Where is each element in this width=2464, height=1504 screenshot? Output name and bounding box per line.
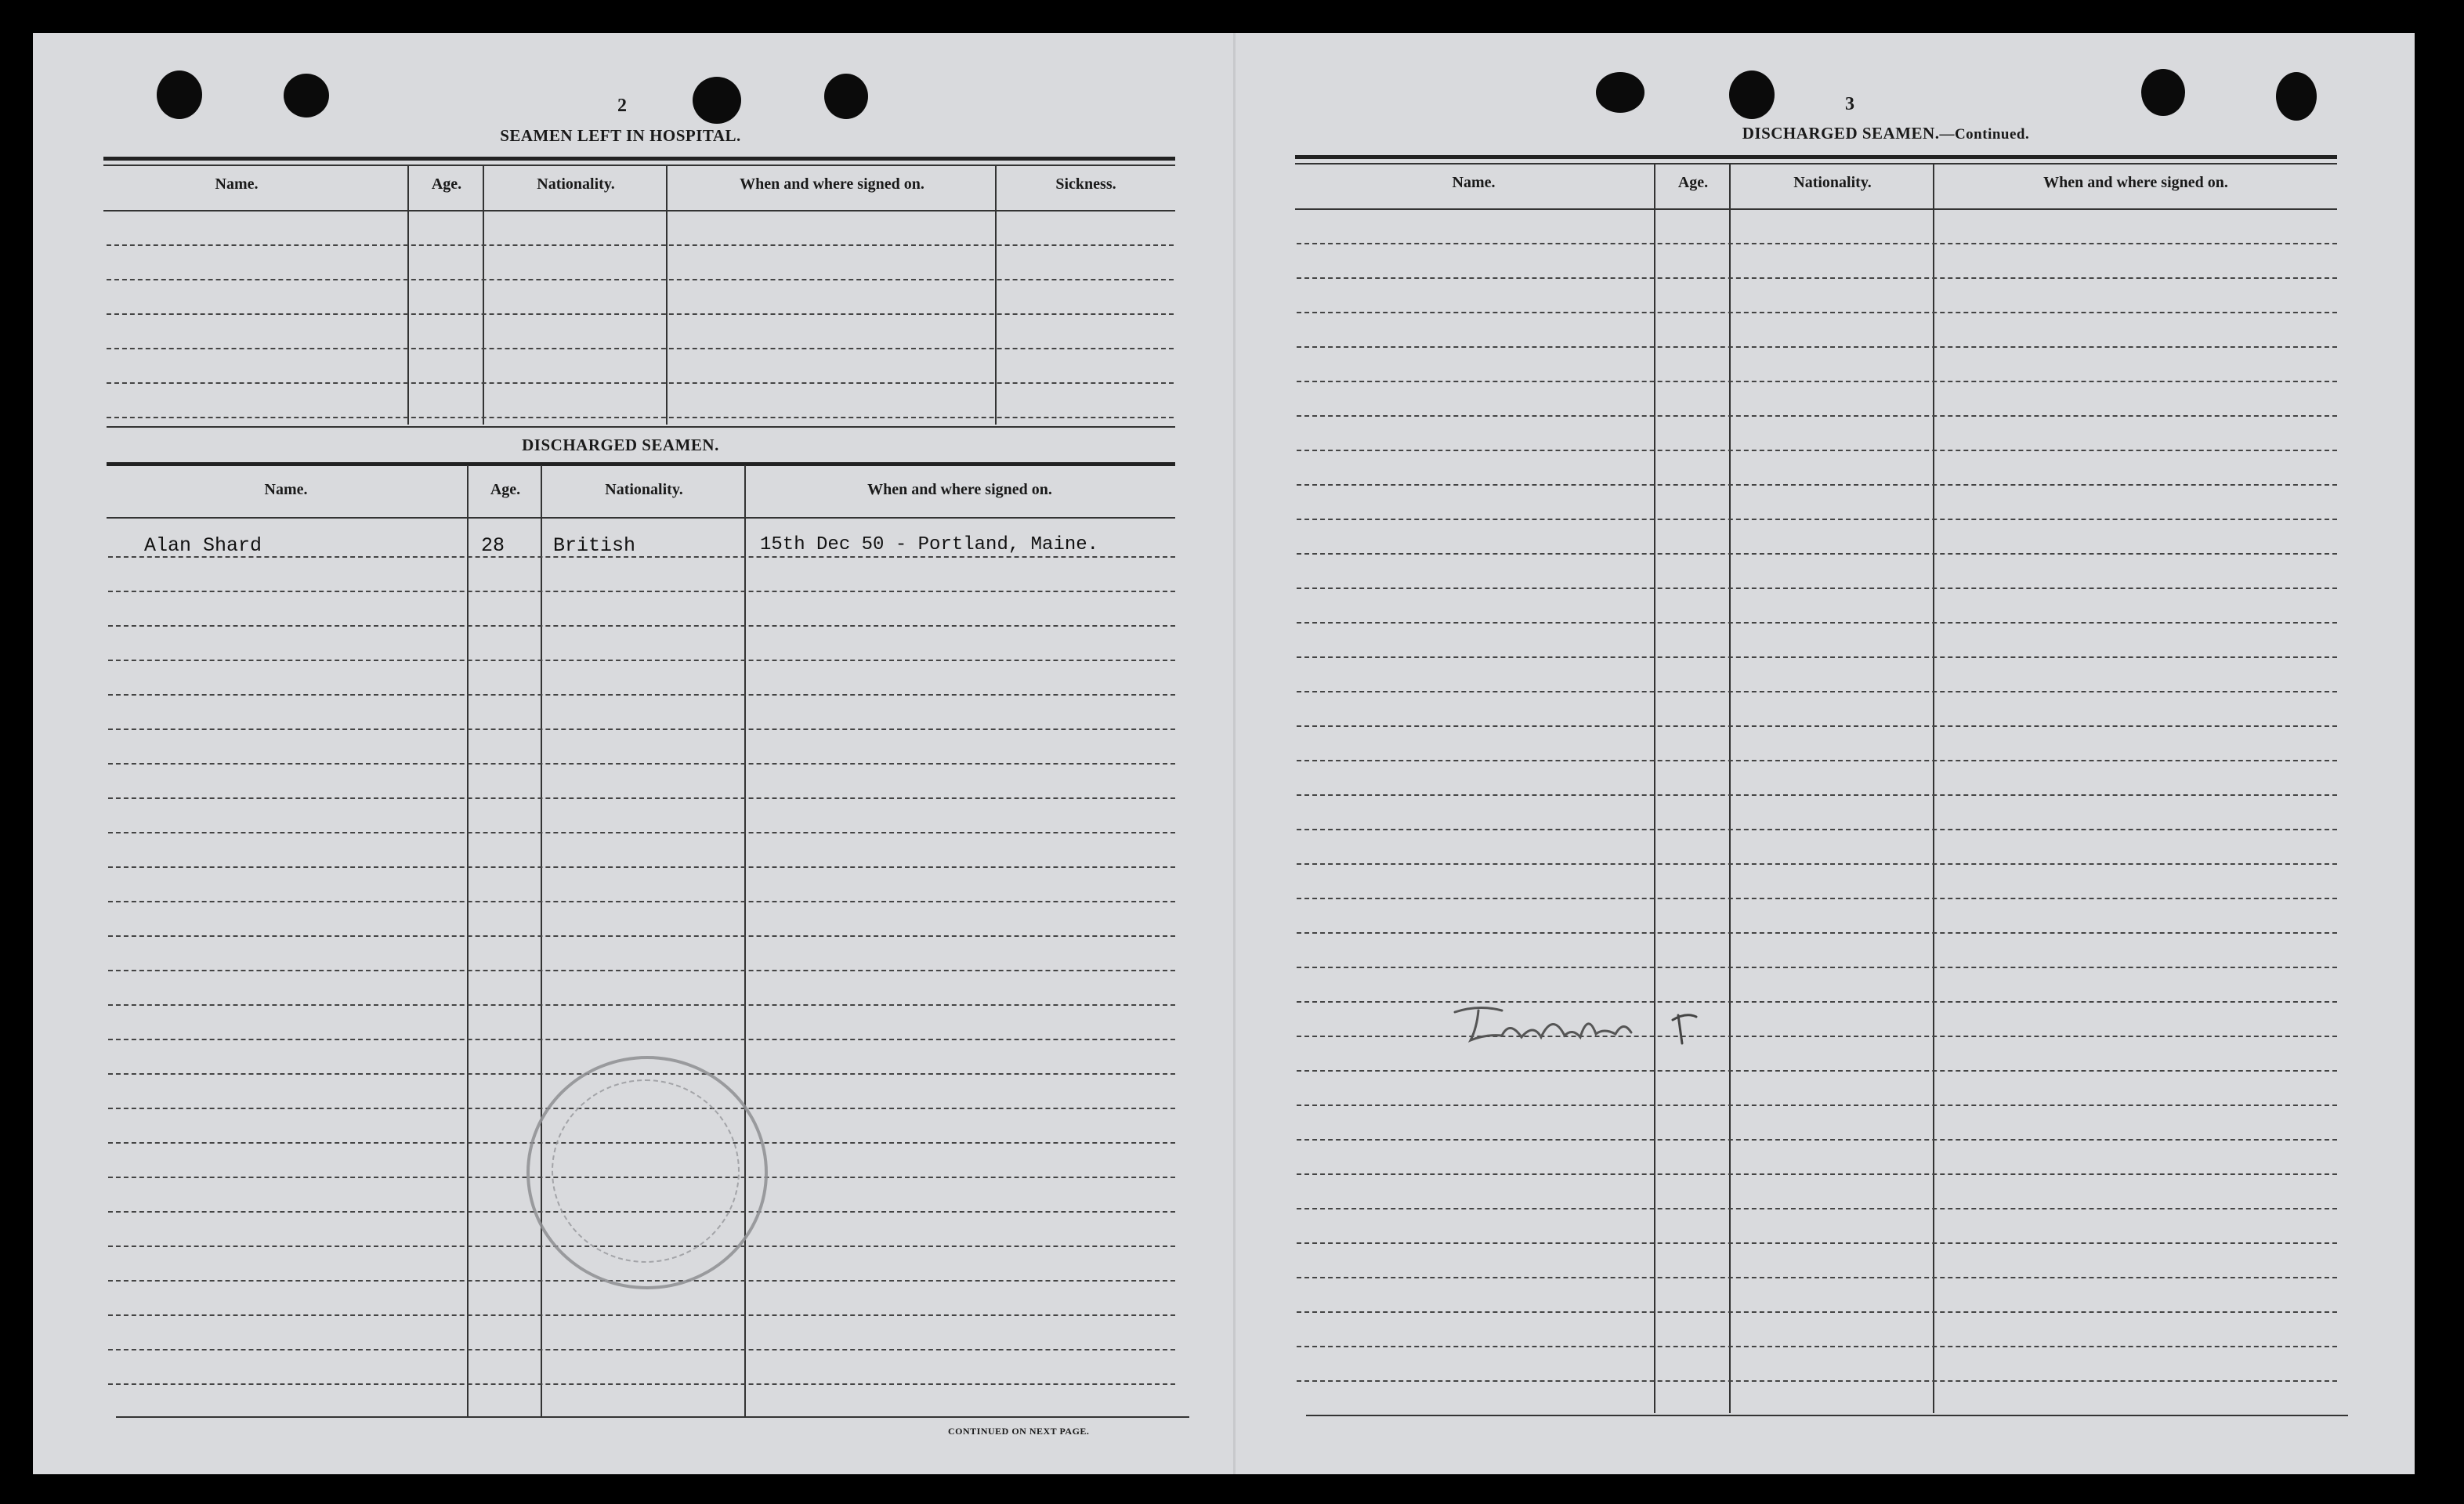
ruled-line	[1297, 1277, 2337, 1278]
punch-hole	[284, 74, 329, 118]
ruled-line	[1297, 553, 2337, 555]
column-header-sickness: Sickness.	[1055, 175, 1116, 193]
ruled-line	[108, 556, 1175, 558]
page-number: 2	[617, 96, 627, 116]
ruled-line	[108, 625, 1175, 627]
column-header-nationality: Nationality.	[1793, 174, 1872, 191]
column-header-age: Age.	[490, 481, 521, 498]
ruled-line	[1297, 450, 2337, 451]
column-divider	[666, 164, 668, 425]
header-bottom-rule	[107, 517, 1175, 519]
ruled-line	[108, 1349, 1175, 1350]
punch-hole	[693, 77, 741, 124]
ruled-line	[1297, 588, 2337, 589]
ruled-line	[1297, 1173, 2337, 1175]
ruled-line	[1297, 1311, 2337, 1313]
column-divider	[1729, 163, 1731, 1413]
column-divider	[1654, 163, 1655, 1413]
ruled-line	[108, 970, 1175, 971]
ruled-line	[108, 797, 1175, 799]
ruled-line	[1297, 1380, 2337, 1382]
column-header-signed-on: When and where signed on.	[2043, 174, 2228, 191]
punch-hole	[1596, 72, 1644, 113]
ruled-line	[107, 279, 1174, 280]
ruled-line	[108, 832, 1175, 833]
entry-name: Alan Shard	[144, 534, 262, 557]
ruled-line	[1297, 1139, 2337, 1141]
column-header-nationality: Nationality.	[605, 481, 683, 498]
ruled-line	[108, 660, 1175, 661]
header-bottom-rule	[103, 210, 1175, 212]
table-bottom-rule	[107, 426, 1175, 428]
ruled-line	[1297, 898, 2337, 899]
ruled-line	[107, 417, 1174, 418]
punch-hole	[2141, 69, 2185, 116]
page-number: 3	[1845, 94, 1854, 114]
ruled-line	[1297, 1208, 2337, 1209]
table-top-rule	[103, 157, 1175, 161]
table-bottom-rule	[116, 1416, 1189, 1418]
table-top-rule	[1295, 155, 2337, 159]
table-top-rule	[1295, 163, 2337, 164]
ruled-line	[108, 694, 1175, 696]
column-header-name: Name.	[264, 481, 308, 498]
entry-signed-on: 15th Dec 50 - Portland, Maine.	[760, 534, 1099, 555]
punch-hole	[157, 70, 202, 119]
ruled-line	[1297, 760, 2337, 761]
handwritten-signature	[1447, 989, 1706, 1059]
ruled-line	[1297, 967, 2337, 968]
ruled-line	[1297, 691, 2337, 692]
ruled-line	[108, 901, 1175, 902]
column-header-name: Name.	[1452, 174, 1496, 191]
ruled-line	[108, 866, 1175, 868]
entry-nationality: British	[553, 534, 636, 557]
ruled-line	[1297, 346, 2337, 348]
table-top-rule	[107, 462, 1175, 466]
ruled-line	[1297, 519, 2337, 520]
punch-hole	[1729, 70, 1775, 119]
ruled-line	[1297, 381, 2337, 382]
right-page	[1236, 33, 2415, 1474]
ruled-line	[1297, 484, 2337, 486]
ruled-line	[1297, 656, 2337, 658]
ruled-line	[1297, 1070, 2337, 1072]
column-header-age: Age.	[1677, 174, 1709, 191]
column-divider	[407, 164, 409, 425]
left-page	[33, 33, 1236, 1474]
column-divider	[467, 465, 469, 1416]
ruled-line	[108, 1004, 1175, 1006]
column-divider	[541, 465, 542, 1416]
punch-hole	[2276, 72, 2317, 121]
column-divider	[995, 164, 997, 425]
discharged-title-text: DISCHARGED SEAMEN.	[1742, 124, 1940, 143]
continued-suffix: —Continued.	[1939, 126, 2030, 143]
ruled-line	[1297, 1346, 2337, 1347]
ruled-line	[108, 1383, 1175, 1385]
ruled-line	[107, 348, 1174, 349]
ruled-line	[1297, 415, 2337, 417]
column-header-signed-on: When and where signed on.	[740, 175, 924, 193]
discharged-continued-title	[1588, 124, 2184, 143]
hospital-section-title: SEAMEN LEFT IN HOSPITAL.	[500, 126, 741, 145]
entry-age: 28	[481, 534, 505, 557]
ruled-line	[1297, 243, 2337, 244]
ruled-line	[108, 728, 1175, 730]
document-spread	[33, 33, 2415, 1474]
ruled-line	[108, 935, 1175, 937]
column-header-name: Name.	[215, 175, 259, 193]
ruled-line	[1297, 829, 2337, 830]
ruled-line	[1297, 277, 2337, 279]
ruled-line	[1297, 312, 2337, 313]
table-bottom-rule	[1306, 1415, 2348, 1416]
ruled-line	[1297, 725, 2337, 727]
header-bottom-rule	[1295, 208, 2337, 210]
table-top-rule	[103, 164, 1175, 166]
ruled-line	[1297, 1242, 2337, 1244]
column-header-signed-on: When and where signed on.	[867, 481, 1052, 498]
ruled-line	[107, 382, 1174, 384]
stamp-seal	[526, 1056, 768, 1289]
ruled-line	[108, 1039, 1175, 1040]
column-divider	[1933, 163, 1934, 1413]
continued-note: CONTINUED ON NEXT PAGE.	[948, 1426, 1090, 1437]
ruled-line	[1297, 622, 2337, 624]
punch-hole	[824, 74, 868, 119]
discharged-section-title: DISCHARGED SEAMEN.	[522, 436, 719, 454]
column-divider	[744, 465, 746, 1416]
ruled-line	[1297, 794, 2337, 796]
ruled-line	[108, 1314, 1175, 1316]
ruled-line	[1297, 1104, 2337, 1106]
ruled-line	[108, 591, 1175, 592]
column-header-age: Age.	[431, 175, 462, 193]
ruled-line	[107, 313, 1174, 315]
column-divider	[483, 164, 484, 425]
ruled-line	[107, 244, 1174, 246]
ruled-line	[1297, 932, 2337, 934]
column-header-nationality: Nationality.	[537, 175, 615, 193]
ruled-line	[1297, 863, 2337, 865]
stamp-inner-ring	[552, 1079, 740, 1263]
ruled-line	[108, 763, 1175, 765]
